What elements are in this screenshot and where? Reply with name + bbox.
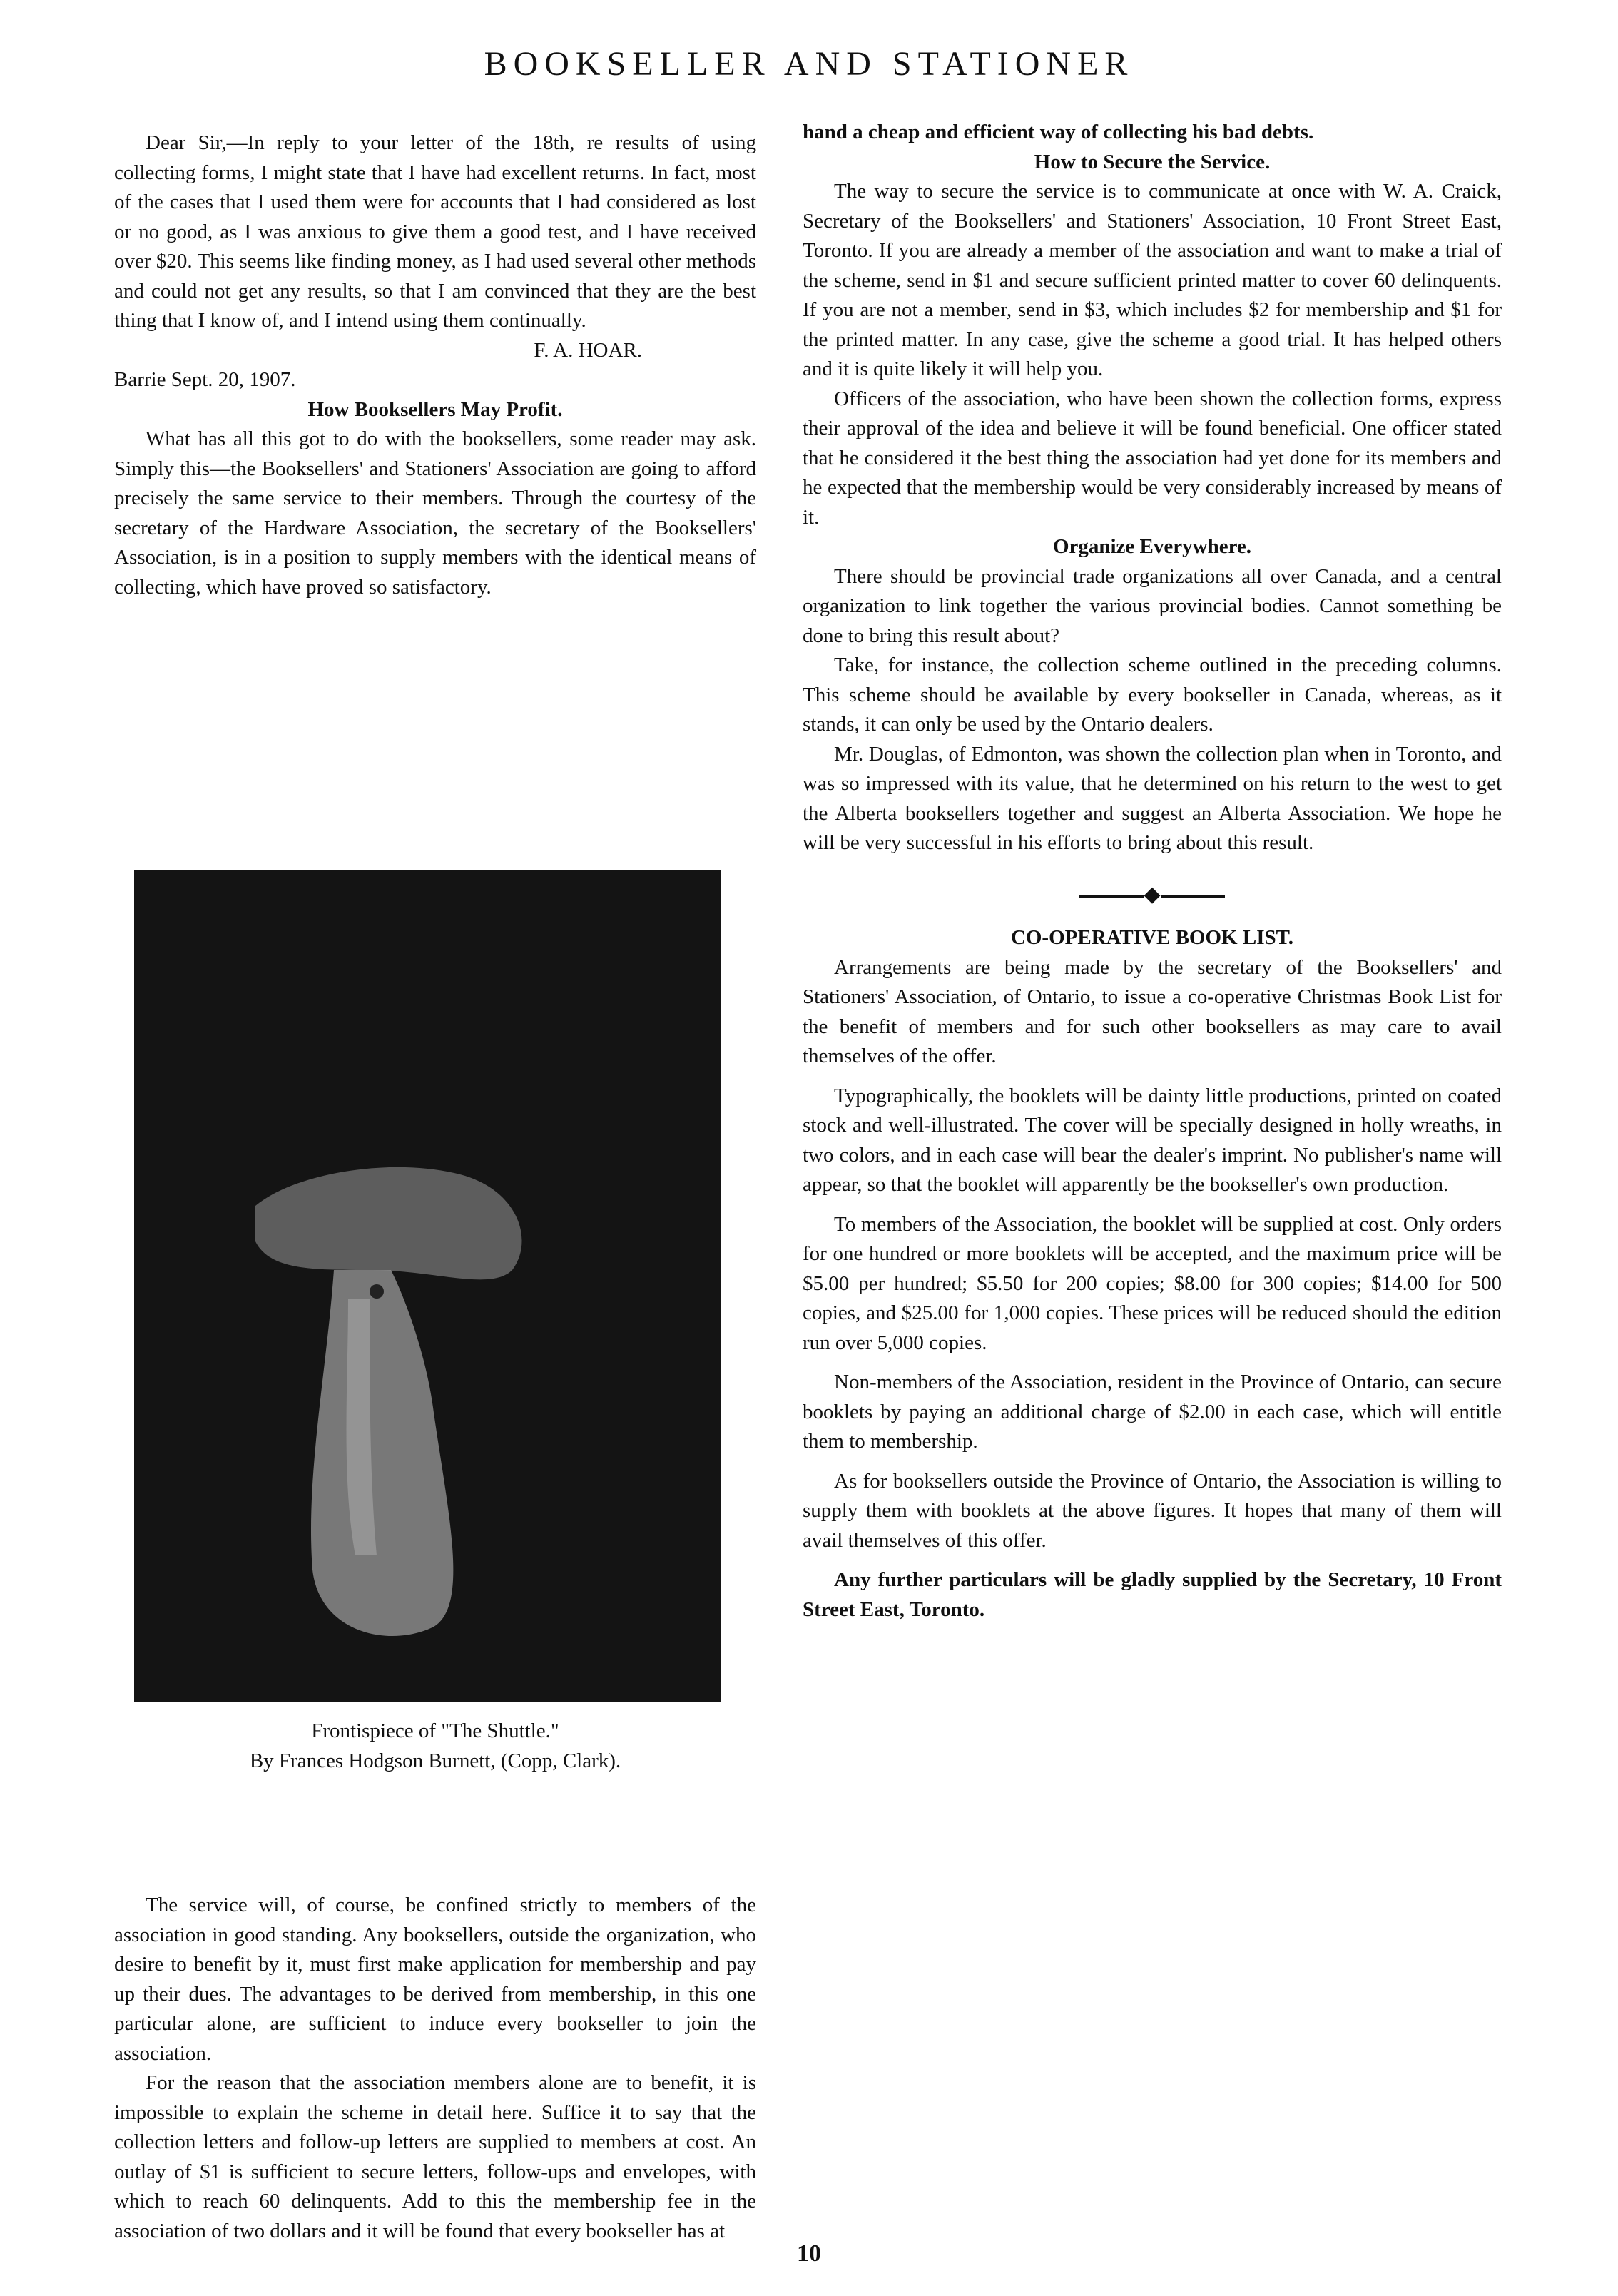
paragraph-douglas: Mr. Douglas, of Edmonton, was shown the collection plan when in Toronto, and was so impressed with its value, that he determined on his return to the west to get the Alberta booksellers together and suggest an Alberta Association. We hope he will be very successful in his efforts to bring about this result. <box>803 742 1502 854</box>
left-column-lower <box>114 1891 756 2246</box>
letter-text: Dear Sir,—In reply to your letter of the 18th, re results of using collecting forms, I might state that I have had excellent returns. In fact, most of the cases that I used them were for accounts that I had considered as lost or no good, as I was anxious to give them a good test, and I have received over $20. This seems like finding money, as I had used several other methods and could not get any results, so that I am convinced that they are the best thing that I know of, and I intend using them continually. <box>114 131 756 332</box>
right-column <box>803 118 1502 1625</box>
page-number: 10 <box>797 2240 821 2267</box>
paragraph-benefit: For the reason that the association members alone are to benefit, it is impossible to explain the scheme in detail here. Suffice it to say that the collection letters and follow-up letters are supplied to members at cost. An outlay of $1 is sufficient to secure letters, follow-ups and envelopes, with which to reach 60 delinquents. Add to this the membership fee in the association of two dollars and it will be found that every bookseller has at <box>114 2071 756 2242</box>
section-heading-secure: How to Secure the Service. <box>1034 150 1271 173</box>
caption-credit: By Frances Hodgson Burnett, (Copp, Clark). <box>249 1749 621 1772</box>
section-heading-organize: Organize Everywhere. <box>1052 535 1252 558</box>
section-divider: ◆ <box>803 880 1502 910</box>
paragraph-officers: Officers of the association, who have been shown the collection forms, express their approval of the idea and believe it will be found beneficial. One officer stated that he considered it the best thing the association had yet done for its members and he expected that the membership would be very considerably increased by means of it. <box>803 387 1502 529</box>
paragraph-outside-ontario: As for booksellers outside the Province of Ontario, the Association is willing to supply them with booklets at the above figures. It hopes that many of them will avail themselves of this offer. <box>803 1469 1502 1552</box>
paragraph-continued: hand a cheap and efficient way of collecting his bad debts. <box>803 121 1314 143</box>
frontispiece-photo <box>134 870 721 1702</box>
paragraph-organizations: There should be provincial trade organizations all over Canada, and a central organization to link together the various provincial bodies. Cannot something be done to bring this result about? <box>803 564 1502 647</box>
paragraph-particulars: Any further particulars will be gladly supplied by the Secretary, 10 Front Street East, Toronto. <box>803 1568 1502 1621</box>
section-heading-booklist: CO-OPERATIVE BOOK LIST. <box>1010 926 1294 949</box>
section-heading-profit: How Booksellers May Profit. <box>307 397 563 421</box>
paragraph-nonmembers: Non-members of the Association, resident in the Province of Ontario, can secure booklets by paying an additional charge of $2.00 in each case, which will entitle them to membership. <box>803 1371 1502 1453</box>
letter-signature: F. A. HOAR. <box>534 338 642 362</box>
left-column <box>114 128 756 602</box>
page-header-title: BOOKSELLER AND STATIONER <box>484 45 1134 83</box>
caption-title: Frontispiece of "The Shuttle." <box>311 1720 559 1742</box>
paragraph-instance: Take, for instance, the collection scheme outlined in the preceding columns. This scheme should be available by every bookseller in Canada, whereas, as it stands, it can only be used by the Ontario dealers. <box>803 654 1502 736</box>
paragraph-typography: Typographically, the booklets will be dainty little productions, printed on coated stock and well-illustrated. The cover will be specially designed in holly wreaths, in two colors, and in each case will bear the dealer's imprint. No publisher's name will appear, so that the booklet will apparently be the bookseller's own production. <box>803 1084 1502 1196</box>
paragraph-arrangements: Arrangements are being made by the secretary of the Booksellers' and Stationers' Association, of Ontario, to issue a co-operative Christmas Book List for the benefit of members and for such other booksellers as may care to avail themselves of the offer. <box>803 955 1502 1067</box>
paragraph-pricing: To members of the Association, the booklet will be supplied at cost. Only orders for one hundred or more booklets will be accepted, and the maximum price will be $5.00 per hundred; $5.50 for 200 copies; $8.00 for 300 copies; $14.00 for 500 copies, and $25.00 for 1,000 copies. These prices will be reduced should the edition run over 5,000 copies. <box>803 1212 1502 1354</box>
paragraph-secure: The way to secure the service is to communicate at once with W. A. Craick, Secretary of the Booksellers' and Stationers' Association, 10 Front Street East, Toronto. If you are already a member of the association and want to make a trial of the scheme, send in $1 and secure sufficient printed matter to cover 60 delinquents. If you are not a member, send in $3, which includes $2 for membership and $1 for the printed matter. In any case, give the scheme a good trial. It has helped others and it is quite likely it will help you. <box>803 180 1502 380</box>
paragraph-profit: What has all this got to do with the booksellers, some reader may ask. Simply this—the Booksellers' and Stationers' Association are going to afford precisely the same service to their members. Through the courtesy of the secretary of the Hardware Association, the secretary of the Booksellers' Association, is in a position to supply members with the identical means of collecting, which have proved so satisfactory. <box>114 427 756 599</box>
letter-dateline: Barrie Sept. 20, 1907. <box>114 368 296 391</box>
photo-caption <box>114 1716 756 1776</box>
paragraph-service: The service will, of course, be confined strictly to members of the association in good standing. Any booksellers, outside the organization, who desire to benefit by it, must first make application for membership and pay up their dues. The advantages to be derived from membership, in this one particular alone, are sufficient to induce every bookseller to join the association. <box>114 1894 756 2065</box>
frontispiece-image <box>134 870 721 1702</box>
